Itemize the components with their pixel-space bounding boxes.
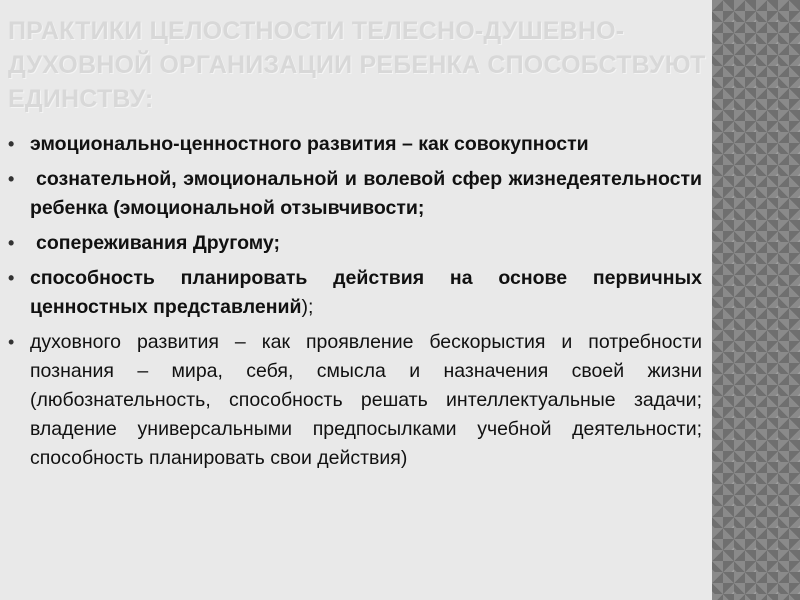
list-item (8, 165, 702, 223)
list-item (8, 264, 702, 322)
list-item-text: способность планировать действия на основе первичных ценностных представлений (30, 267, 702, 318)
bullet-icon: • (8, 332, 15, 352)
slide-title: ПРАКТИКИ ЦЕЛОСТНОСТИ ТЕЛЕСНО-ДУШЕВНО-ДУХОВНОЙ ОРГАНИЗАЦИИ РЕБЕНКА СПОСОБСТВУЮТ ЕДИНСТВУ: (8, 17, 706, 113)
bullet-icon: • (8, 233, 15, 253)
bullet-list (8, 130, 702, 479)
list-item-trailing-text: ); (301, 296, 314, 318)
list-item-text: эмоционально-ценностного развития – как совокупности (30, 133, 589, 155)
bullet-icon: • (8, 134, 15, 154)
decorative-pattern-strip (712, 0, 800, 600)
list-item-text: сопереживания Другому; (36, 232, 280, 254)
list-item (8, 130, 702, 159)
list-item (8, 328, 702, 473)
list-item (8, 229, 702, 258)
list-item-text: духовного развития – как проявление бескорыстия и потребности познания – мира, себя, смысла и назначения своей жизни (любознательность, способность решать интеллектуальные задачи; владение универсальными предпосылками учебной деятельности; способность планировать свои действия) (30, 331, 702, 469)
bullet-icon: • (8, 169, 15, 189)
list-item-text: сознательной, эмоциональной и волевой сфер жизнедеятельности ребенка (эмоциональной отзывчивости; (30, 168, 702, 219)
bullet-icon: • (8, 268, 15, 288)
